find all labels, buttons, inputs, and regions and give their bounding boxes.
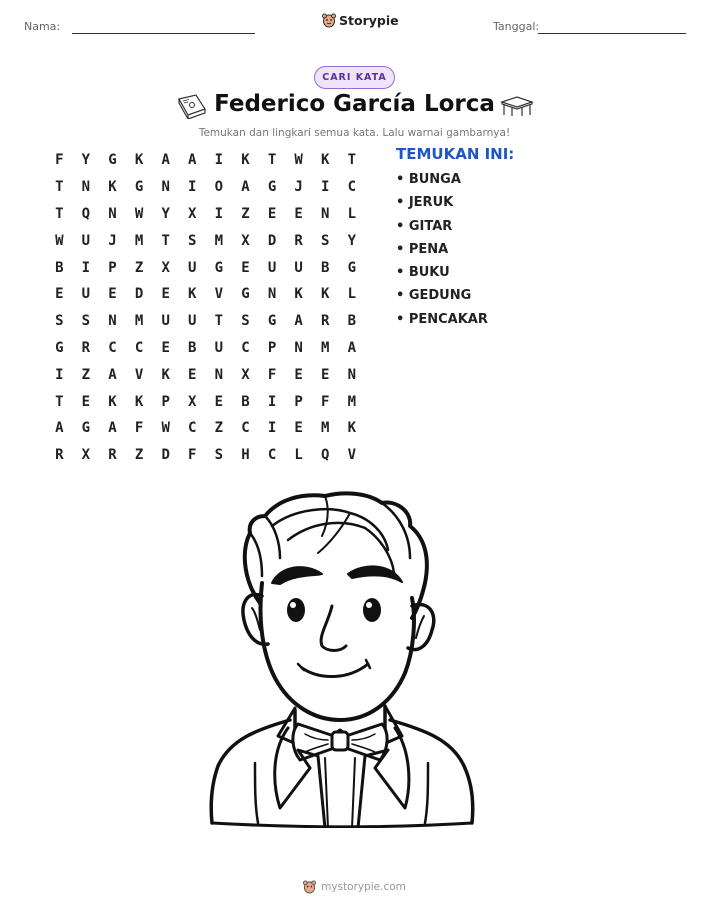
- grid-cell[interactable]: G: [108, 152, 117, 169]
- grid-cell[interactable]: B: [55, 259, 64, 276]
- grid-cell[interactable]: W: [134, 205, 144, 222]
- grid-cell[interactable]: B: [188, 339, 197, 356]
- grid-cell[interactable]: S: [214, 447, 224, 464]
- grid-cell[interactable]: E: [108, 286, 117, 303]
- grid-cell[interactable]: Q: [81, 205, 91, 222]
- grid-row: [46, 308, 366, 335]
- grid-cell[interactable]: A: [108, 366, 117, 383]
- grid-cell[interactable]: A: [108, 420, 117, 437]
- grid-cell[interactable]: R: [321, 313, 330, 330]
- grid-cell[interactable]: R: [108, 447, 117, 464]
- date-line[interactable]: [538, 33, 686, 34]
- grid-cell[interactable]: Y: [161, 205, 170, 222]
- grid-cell[interactable]: P: [108, 259, 117, 276]
- brand-logo: [322, 13, 399, 28]
- grid-cell[interactable]: E: [294, 366, 303, 383]
- grid-cell[interactable]: N: [347, 366, 357, 383]
- grid-cell[interactable]: K: [347, 420, 357, 437]
- word-list-item: • GEDUNG: [396, 288, 472, 304]
- grid-cell[interactable]: P: [267, 339, 277, 356]
- grid-cell[interactable]: Y: [347, 232, 357, 249]
- grid-cell[interactable]: V: [214, 286, 224, 303]
- grid-cell[interactable]: U: [81, 286, 91, 303]
- grid-cell[interactable]: K: [321, 286, 330, 303]
- grid-cell[interactable]: E: [294, 205, 303, 222]
- storypie-mascot-icon: [303, 880, 316, 894]
- grid-cell[interactable]: I: [321, 179, 330, 196]
- grid-cell[interactable]: T: [267, 152, 277, 169]
- grid-row: [46, 335, 366, 362]
- grid-cell[interactable]: I: [267, 393, 277, 410]
- grid-cell[interactable]: C: [241, 420, 250, 437]
- grid-row: [46, 254, 366, 281]
- grid-cell[interactable]: A: [347, 339, 357, 356]
- grid-cell[interactable]: J: [108, 232, 117, 249]
- grid-cell[interactable]: I: [214, 152, 224, 169]
- grid-cell[interactable]: X: [188, 205, 197, 222]
- grid-cell[interactable]: K: [188, 286, 197, 303]
- grid-cell[interactable]: C: [188, 420, 197, 437]
- grid-cell[interactable]: I: [188, 179, 197, 196]
- word-list: [396, 170, 488, 333]
- grid-cell[interactable]: S: [321, 232, 330, 249]
- grid-cell[interactable]: N: [161, 179, 170, 196]
- footer-url: mystorypie.com: [321, 881, 406, 893]
- grid-cell[interactable]: E: [81, 393, 91, 410]
- grid-cell[interactable]: E: [241, 259, 250, 276]
- grid-cell[interactable]: W: [294, 152, 303, 169]
- grid-cell[interactable]: C: [267, 447, 277, 464]
- word-search-grid[interactable]: [46, 147, 366, 469]
- grid-cell[interactable]: K: [108, 179, 117, 196]
- brand-name: Storypie: [339, 13, 399, 28]
- grid-cell[interactable]: W: [55, 232, 64, 249]
- grid-cell[interactable]: E: [55, 286, 64, 303]
- portrait-coloring-illustration[interactable]: [200, 488, 500, 828]
- grid-cell[interactable]: P: [161, 393, 170, 410]
- grid-cell[interactable]: K: [108, 393, 117, 410]
- grid-cell[interactable]: X: [81, 447, 91, 464]
- grid-cell[interactable]: O: [214, 179, 224, 196]
- grid-cell[interactable]: M: [321, 420, 330, 437]
- word-list-item: • PENA: [396, 241, 449, 257]
- grid-cell[interactable]: F: [321, 393, 330, 410]
- grid-cell[interactable]: C: [347, 179, 357, 196]
- name-line[interactable]: [72, 33, 255, 34]
- grid-cell[interactable]: N: [294, 339, 303, 356]
- grid-cell[interactable]: K: [161, 366, 170, 383]
- grid-row: [46, 361, 366, 388]
- grid-cell[interactable]: F: [267, 366, 277, 383]
- grid-cell[interactable]: I: [55, 366, 64, 383]
- grid-cell[interactable]: B: [321, 259, 330, 276]
- grid-cell[interactable]: E: [294, 420, 303, 437]
- desk-icon: [500, 95, 534, 117]
- grid-cell[interactable]: C: [134, 339, 144, 356]
- grid-cell[interactable]: B: [241, 393, 250, 410]
- footer: [0, 880, 709, 894]
- grid-cell[interactable]: Y: [81, 152, 91, 169]
- grid-cell[interactable]: T: [55, 179, 64, 196]
- grid-row: [46, 147, 366, 174]
- grid-cell[interactable]: U: [188, 313, 197, 330]
- grid-cell[interactable]: D: [134, 286, 144, 303]
- word-list-item: • GITAR: [396, 218, 453, 234]
- grid-cell[interactable]: Q: [321, 447, 330, 464]
- grid-cell[interactable]: R: [81, 339, 91, 356]
- grid-cell[interactable]: X: [241, 366, 250, 383]
- grid-cell[interactable]: R: [55, 447, 64, 464]
- grid-cell[interactable]: S: [81, 313, 91, 330]
- grid-cell[interactable]: G: [241, 286, 250, 303]
- grid-cell[interactable]: X: [241, 232, 250, 249]
- grid-cell[interactable]: A: [161, 152, 170, 169]
- grid-cell[interactable]: R: [294, 232, 303, 249]
- grid-row: [46, 442, 366, 469]
- grid-cell[interactable]: E: [161, 339, 170, 356]
- grid-cell[interactable]: V: [347, 447, 357, 464]
- grid-cell[interactable]: T: [161, 232, 170, 249]
- grid-cell[interactable]: T: [347, 152, 357, 169]
- grid-cell[interactable]: F: [188, 447, 197, 464]
- grid-cell[interactable]: U: [188, 259, 197, 276]
- grid-cell[interactable]: A: [188, 152, 197, 169]
- storypie-mascot-icon: [322, 13, 336, 28]
- word-list-item: • BUNGA: [396, 172, 461, 187]
- grid-cell[interactable]: Z: [81, 366, 91, 383]
- grid-cell[interactable]: L: [347, 205, 357, 222]
- grid-cell[interactable]: G: [55, 339, 64, 356]
- grid-cell[interactable]: X: [188, 393, 197, 410]
- grid-cell[interactable]: K: [134, 393, 144, 410]
- grid-cell[interactable]: G: [347, 259, 357, 276]
- grid-row: [46, 415, 366, 442]
- grid-cell[interactable]: V: [134, 366, 144, 383]
- grid-cell[interactable]: N: [81, 179, 91, 196]
- grid-cell[interactable]: L: [294, 447, 303, 464]
- word-list-item: • BUKU: [396, 265, 450, 281]
- grid-cell[interactable]: G: [134, 179, 144, 196]
- grid-cell[interactable]: E: [161, 286, 170, 303]
- grid-cell[interactable]: G: [81, 420, 91, 437]
- grid-row: [46, 227, 366, 254]
- grid-cell[interactable]: N: [321, 205, 330, 222]
- grid-cell[interactable]: U: [267, 259, 277, 276]
- grid-cell[interactable]: S: [55, 313, 64, 330]
- grid-cell[interactable]: B: [347, 313, 357, 330]
- grid-cell[interactable]: F: [55, 152, 64, 169]
- grid-row: [46, 201, 366, 228]
- grid-cell[interactable]: C: [108, 339, 117, 356]
- grid-row: [46, 281, 366, 308]
- word-list-item: • PENCAKAR: [396, 311, 488, 327]
- grid-cell[interactable]: M: [321, 339, 330, 356]
- grid-cell[interactable]: K: [134, 152, 144, 169]
- grid-row: [46, 388, 366, 415]
- grid-cell[interactable]: M: [134, 313, 144, 330]
- grid-cell[interactable]: U: [294, 259, 303, 276]
- grid-cell[interactable]: U: [161, 313, 170, 330]
- grid-cell[interactable]: K: [241, 152, 250, 169]
- grid-cell[interactable]: E: [321, 366, 330, 383]
- grid-cell[interactable]: D: [161, 447, 170, 464]
- instructions: Temukan dan lingkari semua kata. Lalu warnai gambarnya!: [198, 127, 511, 139]
- date-label: Tanggal:: [493, 20, 540, 33]
- grid-row: [46, 174, 366, 201]
- grid-cell[interactable]: K: [321, 152, 330, 169]
- grid-cell[interactable]: E: [188, 366, 197, 383]
- grid-cell[interactable]: U: [81, 232, 91, 249]
- grid-cell[interactable]: N: [214, 366, 224, 383]
- grid-cell[interactable]: M: [214, 232, 224, 249]
- grid-cell[interactable]: I: [81, 259, 91, 276]
- grid-cell[interactable]: Z: [214, 420, 224, 437]
- grid-cell[interactable]: G: [267, 179, 277, 196]
- grid-cell[interactable]: A: [294, 313, 303, 330]
- grid-cell[interactable]: N: [108, 205, 117, 222]
- grid-cell[interactable]: Z: [241, 205, 250, 222]
- word-list-title: TEMUKAN INI:: [396, 145, 515, 163]
- grid-cell[interactable]: K: [294, 286, 303, 303]
- grid-cell[interactable]: A: [241, 179, 250, 196]
- grid-cell[interactable]: Z: [134, 447, 144, 464]
- grid-cell[interactable]: F: [134, 420, 144, 437]
- grid-cell[interactable]: T: [55, 393, 64, 410]
- grid-cell[interactable]: D: [267, 232, 277, 249]
- grid-cell[interactable]: U: [214, 339, 224, 356]
- grid-cell[interactable]: X: [161, 259, 170, 276]
- word-list-item: • JERUK: [396, 195, 454, 211]
- grid-cell[interactable]: L: [347, 286, 357, 303]
- grid-cell[interactable]: I: [267, 420, 277, 437]
- grid-cell[interactable]: S: [188, 232, 197, 249]
- grid-cell[interactable]: T: [55, 205, 64, 222]
- grid-cell[interactable]: N: [108, 313, 117, 330]
- grid-cell[interactable]: M: [134, 232, 144, 249]
- grid-cell[interactable]: Z: [134, 259, 144, 276]
- grid-cell[interactable]: S: [241, 313, 250, 330]
- grid-cell[interactable]: J: [294, 179, 303, 196]
- grid-cell[interactable]: I: [214, 205, 224, 222]
- grid-cell[interactable]: A: [55, 420, 64, 437]
- activity-badge: CARI KATA: [314, 66, 395, 89]
- grid-cell[interactable]: H: [241, 447, 250, 464]
- name-label: Nama:: [24, 20, 61, 33]
- grid-cell[interactable]: W: [161, 420, 170, 437]
- grid-cell[interactable]: E: [267, 205, 277, 222]
- grid-cell[interactable]: M: [347, 393, 357, 410]
- grid-cell[interactable]: E: [214, 393, 224, 410]
- page-title: Federico García Lorca: [214, 91, 495, 117]
- grid-cell[interactable]: T: [214, 313, 224, 330]
- grid-cell[interactable]: C: [241, 339, 250, 356]
- grid-cell[interactable]: N: [267, 286, 277, 303]
- grid-cell[interactable]: G: [214, 259, 224, 276]
- grid-cell[interactable]: G: [267, 313, 277, 330]
- grid-cell[interactable]: P: [294, 393, 303, 410]
